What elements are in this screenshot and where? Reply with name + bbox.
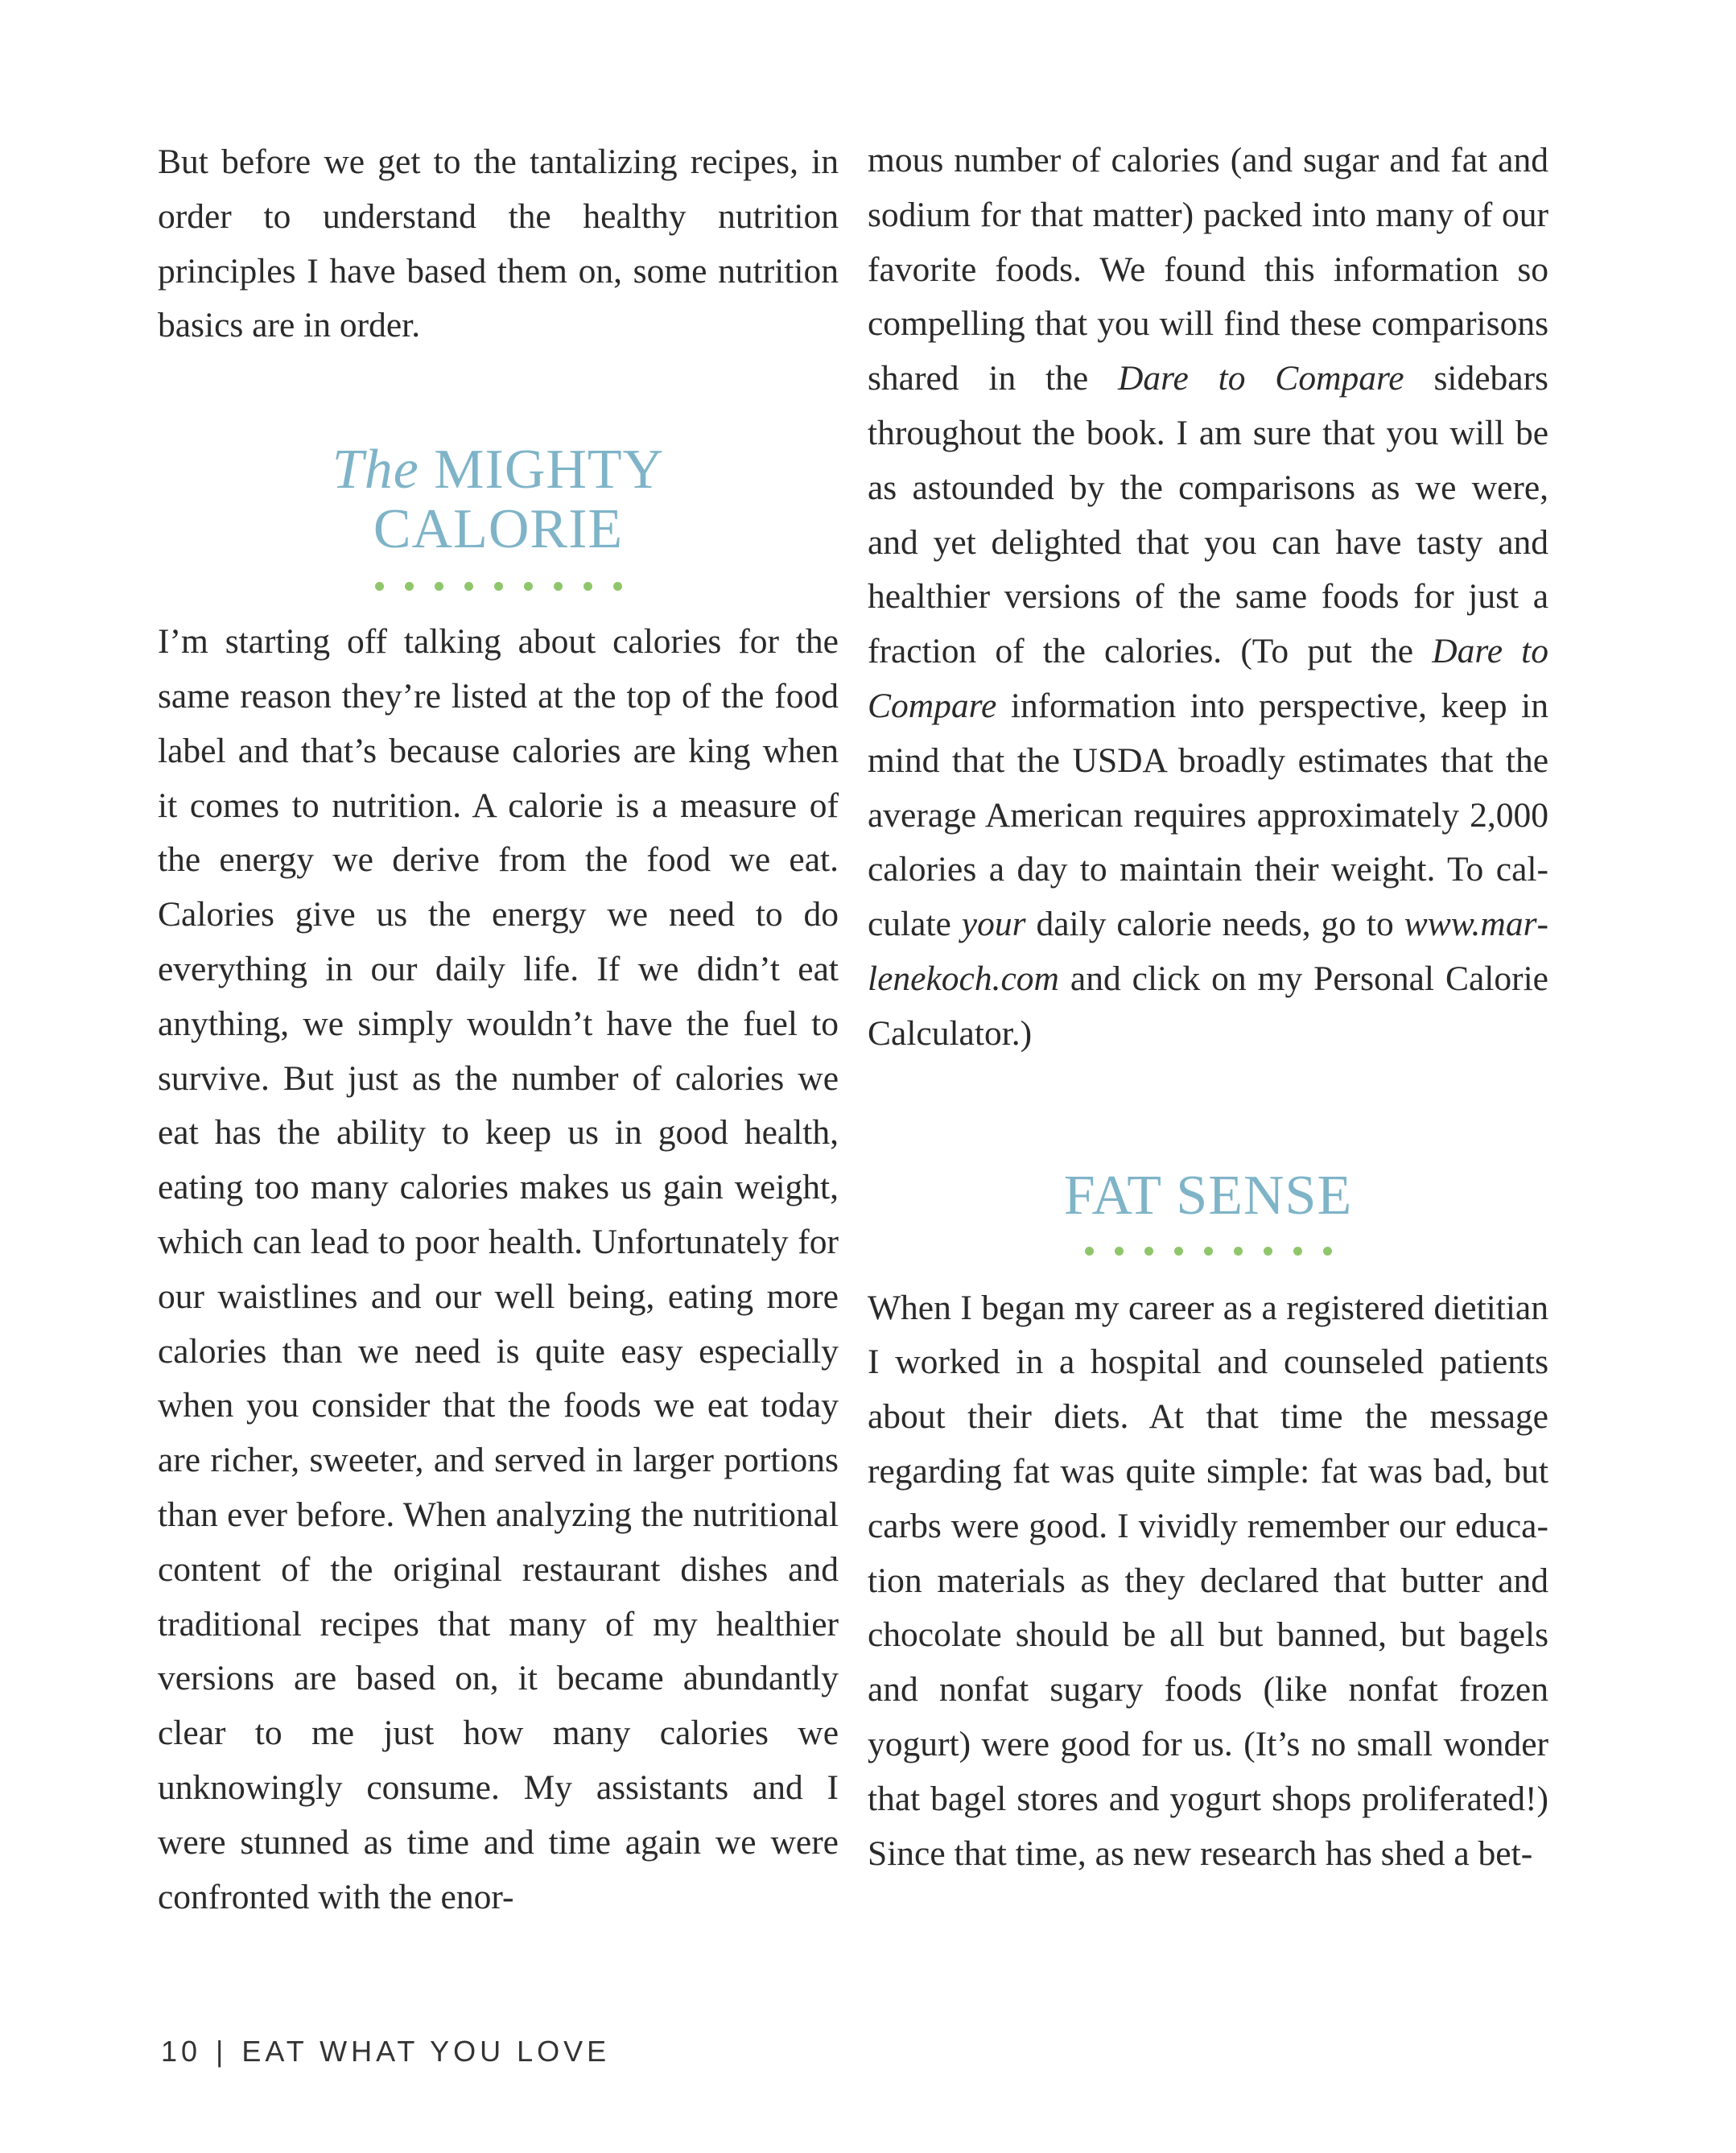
intro-paragraph: But before we get to the tantalizing recipes, in order to understand the healthy nutrition principles I have based them on, some nutrition basics are in order. <box>158 142 839 345</box>
divider-dot <box>1204 1247 1213 1256</box>
page-number: 10 <box>161 2035 202 2068</box>
footer-separator: | <box>216 2035 228 2068</box>
section-heading-mighty-calorie <box>158 440 839 559</box>
divider-dot <box>1293 1247 1302 1256</box>
text-run: and click on my Personal Calorie Calculator.) <box>868 959 1548 1053</box>
divider-dot <box>405 582 414 591</box>
divider-dot <box>1144 1247 1153 1256</box>
dot-divider <box>158 582 839 591</box>
divider-dot <box>375 582 384 591</box>
website-link[interactable]: www.marlenekoch.com <box>868 905 1549 998</box>
divider-dot <box>1323 1247 1332 1256</box>
heading-prefix: The <box>332 439 419 501</box>
italic-dare-to-compare: Dare to Compare <box>1118 359 1404 398</box>
page-footer <box>161 2035 610 2068</box>
divider-dot <box>1115 1247 1124 1256</box>
mighty-calorie-heading-block <box>158 440 839 591</box>
divider-dot <box>1085 1247 1094 1256</box>
divider-dot <box>1174 1247 1183 1256</box>
italic-your: your <box>961 905 1026 944</box>
divider-dot <box>613 582 622 591</box>
dare-to-compare-paragraph <box>868 134 1548 1062</box>
divider-dot <box>1264 1247 1272 1256</box>
divider-dot <box>435 582 443 591</box>
divider-dot <box>583 582 592 591</box>
fat-sense-heading-block <box>868 1166 1548 1256</box>
text-run: daily calorie needs, go to <box>1025 905 1404 944</box>
text-run: mous number of calories (and sugar and fat and sodium for that matter) packed into many of our favorite foods. We found this information so compelling that you will find these comparisons shared in the <box>868 141 1548 398</box>
calorie-paragraph: I’m starting off talking about calories for the same reason they’re listed at the top of the food label and that’s because calories are king when it comes to nutrition. A calorie is a measure of the energy we derive from the food we eat. Calories give us the energy we need to do everything in our daily life. If we didn’t eat anything, we simply wouldn’t have the fuel to survive. But just as the number of calories we eat has the ability to keep us in good health, eating too many calories makes us gain weight, which can lead to poor health. Unfortunately for our waistlines and our well being, eating more calories than we need is quite easy especially when you consider that the foods we eat today are richer, sweeter, and served in larger portions than ever before. When analyzing the nutritional content of the original restaurant dishes and traditional recipes that many of my healthier versions are based on, it became abundantly clear to me just how many calories we unknowingly consume. My assistants and I were stunned as time and time again we were confronted with the enor- <box>158 622 839 1916</box>
left-column <box>158 135 839 1924</box>
text-run: sidebars throughout the book. I am sure that you will be as astounded by the comparisons as we were, and yet delighted that you can have tasty and healthier versions of the same foods for just a fraction of the calories. (To put the <box>868 359 1548 671</box>
fat-sense-paragraph: When I began my career as a registered dietitian I worked in a hospital and counseled patients about their diets. At that time the message regarding fat was quite simple: fat was bad, but carbs were good. I vividly remember our education materials as they declared that butter and chocolate should be all but banned, but bagels and nonfat sugary foods (like nonfat frozen yogurt) were good for us. (It’s no small wonder that bagel stores and yogurt shops proliferated!) Since that time, as new research has shed a bet- <box>868 1288 1548 1873</box>
divider-dot <box>494 582 503 591</box>
right-column <box>868 134 1548 1881</box>
divider-dot <box>554 582 563 591</box>
text-run: information into perspective, keep in mind that the USDA broadly estimates that the average American requires approximately 2,000 calories a day to maintain their weight. To calculate <box>868 686 1548 944</box>
heading-line2: CALORIE <box>373 498 624 561</box>
section-heading-fat-sense: FAT SENSE <box>1063 1164 1353 1227</box>
divider-dot <box>1234 1247 1243 1256</box>
running-title: EAT WHAT YOU LOVE <box>241 2035 611 2068</box>
divider-dot <box>524 582 533 591</box>
dot-divider <box>868 1247 1548 1256</box>
italic-dare-to-compare: Dare to Compare <box>868 632 1548 725</box>
divider-dot <box>464 582 473 591</box>
heading-line1: MIGHTY <box>434 439 665 501</box>
